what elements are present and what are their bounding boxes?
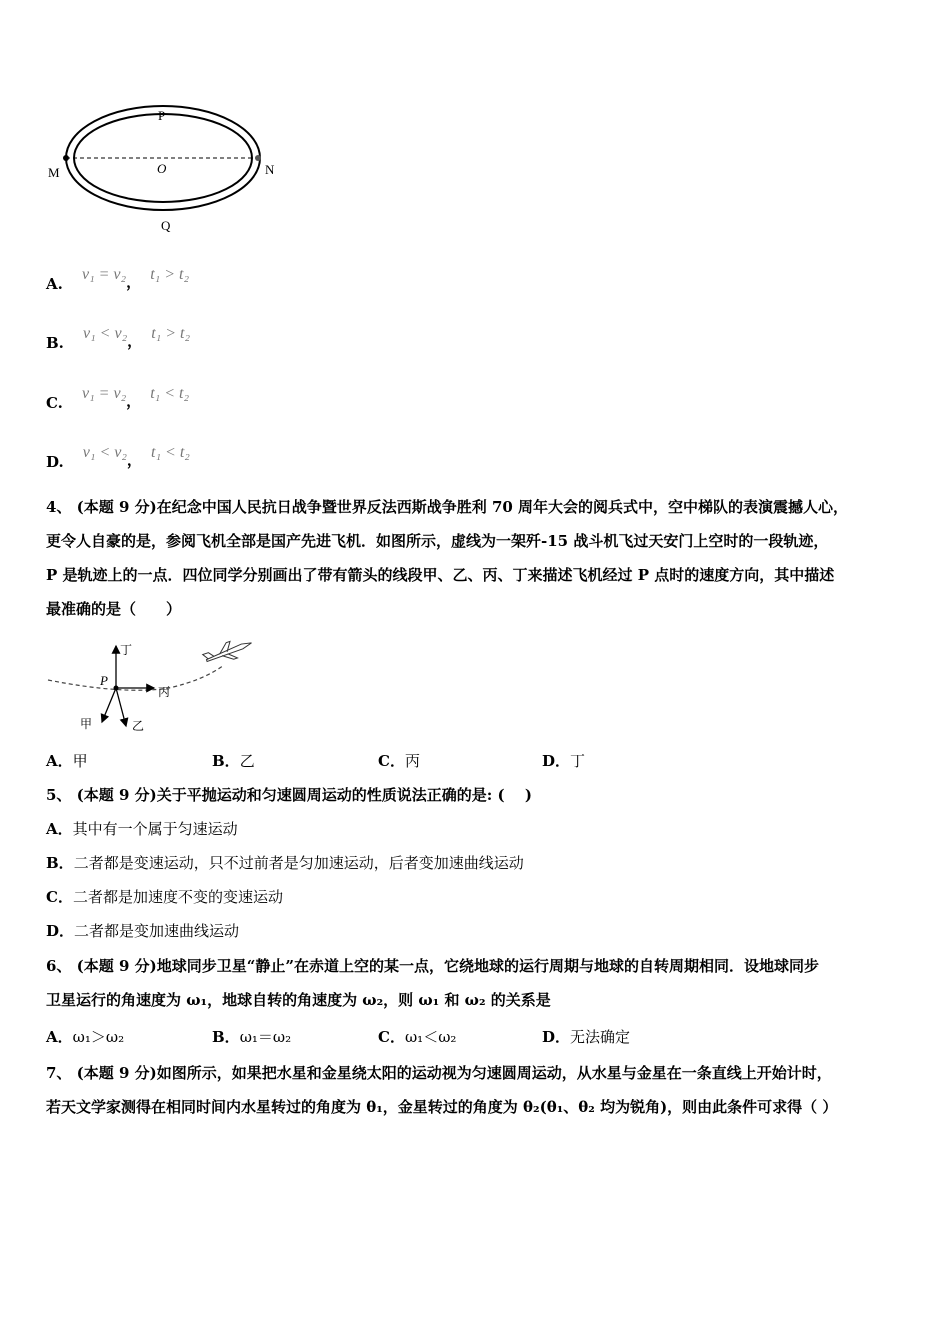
- q6-line-1: 6、 (本题 9 分)地球同步卫星“静止”在赤道上空的某一点，它绕地球的运行周期与地球的自转周期相同．设地球同步: [46, 957, 819, 975]
- option-t: t₁ > t₂: [150, 266, 190, 283]
- q3-option-a: A. v₁ = v₂， t₁ > t₂: [46, 266, 190, 293]
- label-ding: 丁: [120, 643, 133, 657]
- label-o: O: [157, 161, 167, 176]
- option-text: 乙: [239, 752, 255, 770]
- label-q: Q: [161, 218, 171, 233]
- q6-option-b: [212, 1027, 291, 1047]
- option-t: t₁ < t₂: [151, 444, 190, 461]
- option-text: ω₁＝ω₂: [239, 1028, 292, 1046]
- q6-stem: [46, 949, 916, 1017]
- label-bing: 丙: [158, 685, 171, 699]
- q5-option-a: [46, 819, 238, 839]
- option-label: A．: [46, 752, 73, 770]
- jet-icon: [201, 640, 254, 668]
- label-m: M: [48, 165, 60, 180]
- q4-option-b: [212, 751, 255, 771]
- option-text: ω₁＜ω₂: [404, 1028, 457, 1046]
- option-label: B.: [46, 334, 64, 352]
- q4-option-a: [46, 751, 88, 771]
- label-yi: 乙: [132, 719, 145, 733]
- q5-stem: 5、 (本题 9 分)关于平抛运动和匀速圆周运动的性质说法正确的是: ( ): [46, 786, 532, 804]
- arrow-yi: [116, 688, 126, 726]
- q5-option-b: [46, 853, 524, 873]
- inner-ellipse: [74, 114, 252, 202]
- q3-option-b: B. v₁ < v₂， t₁ > t₂: [46, 325, 191, 352]
- option-v: v₁ < v₂: [83, 325, 128, 342]
- option-t: t₁ > t₂: [151, 325, 191, 342]
- ellipse-track-figure: [40, 100, 300, 240]
- q6-option-a: [46, 1027, 124, 1047]
- q3-option-c: C. v₁ = v₂， t₁ < t₂: [46, 385, 190, 412]
- option-v: v₁ = v₂: [81, 266, 127, 283]
- option-v: v₁ < v₂: [82, 444, 127, 461]
- option-label: D．: [542, 752, 571, 770]
- point-m-dot: [63, 155, 69, 161]
- option-text: 二者都是变速运动，只不过前者是匀加速运动，后者变加速曲线运动: [73, 854, 524, 872]
- q7-stem: [46, 1056, 916, 1124]
- q4-line-4: 最准确的是（ ）: [46, 600, 182, 618]
- q7-line-1: 7、 (本题 9 分)如图所示，如果把水星和金星绕太阳的运动视为匀速圆周运动，从水星与金星在一条直线上开始计时，: [46, 1064, 832, 1082]
- q4-stem: [46, 490, 916, 626]
- q4-option-c: [378, 751, 420, 771]
- q3-option-d: D. v₁ < v₂， t₁ < t₂: [46, 444, 190, 471]
- option-label: A．: [46, 820, 73, 838]
- q4-line-2: 更令人自豪的是，参阅飞机全部是国产先进飞机．如图所示，虚线为一架歼-15 战斗机飞过天安门上空时的一段轨迹，: [46, 532, 829, 550]
- option-v: v₁ = v₂: [82, 385, 127, 402]
- option-label: B．: [212, 1028, 240, 1046]
- label-p: P: [158, 108, 166, 123]
- q5-option-d: [46, 921, 239, 941]
- option-label: B．: [212, 752, 240, 770]
- label-p: P: [100, 673, 108, 688]
- option-t: t₁ < t₂: [150, 385, 190, 402]
- option-text: ω₁＞ω₂: [72, 1028, 125, 1046]
- q4-line-1: 4、 (本题 9 分)在纪念中国人民抗日战争暨世界反法西斯战争胜利 70 周年大会的阅兵式中，空中梯队的表演震撼人心，: [46, 498, 849, 516]
- arrow-jia: [102, 688, 116, 722]
- option-text: 无法确定: [570, 1028, 631, 1046]
- q5-option-c: [46, 887, 283, 907]
- option-label: D．: [46, 922, 75, 940]
- dashed-trajectory: [48, 665, 224, 690]
- q6-option-c: [378, 1027, 456, 1047]
- option-label: C．: [378, 752, 405, 770]
- option-text: 丙: [404, 752, 420, 770]
- q6-line-2: 卫星运行的角速度为 ω₁，地球自转的角速度为 ω₂，则 ω₁ 和 ω₂ 的关系是: [46, 991, 551, 1009]
- label-n: N: [265, 162, 275, 177]
- q6-option-d: [542, 1027, 630, 1047]
- trajectory-figure: [44, 640, 264, 735]
- option-label: C.: [46, 394, 63, 412]
- q4-line-3: P 是轨迹上的一点．四位同学分别画出了带有箭头的线段甲、乙、丙、丁来描述飞机经过 P 点时的速度方向，其中描述: [46, 566, 835, 584]
- option-text: 二者都是变加速曲线运动: [74, 922, 240, 940]
- point-n-dot: [255, 155, 261, 161]
- option-text: 其中有一个属于匀速运动: [72, 820, 238, 838]
- option-label: C．: [46, 888, 73, 906]
- option-text: 甲: [72, 752, 88, 770]
- q7-line-2: 若天文学家测得在相同时间内水星转过的角度为 θ₁，金星转过的角度为 θ₂(θ₁、θ₂ 均为锐角)，则由此条件可求得（ ）: [46, 1098, 838, 1116]
- option-label: D．: [542, 1028, 571, 1046]
- q4-option-d: [542, 751, 585, 771]
- option-text: 丁: [570, 752, 586, 770]
- option-label: C．: [378, 1028, 405, 1046]
- option-label: D.: [46, 453, 64, 471]
- option-label: A.: [46, 275, 63, 293]
- option-label: B．: [46, 854, 74, 872]
- option-label: A．: [46, 1028, 73, 1046]
- label-jia: 甲: [80, 717, 93, 731]
- option-text: 二者都是加速度不变的变速运动: [72, 888, 283, 906]
